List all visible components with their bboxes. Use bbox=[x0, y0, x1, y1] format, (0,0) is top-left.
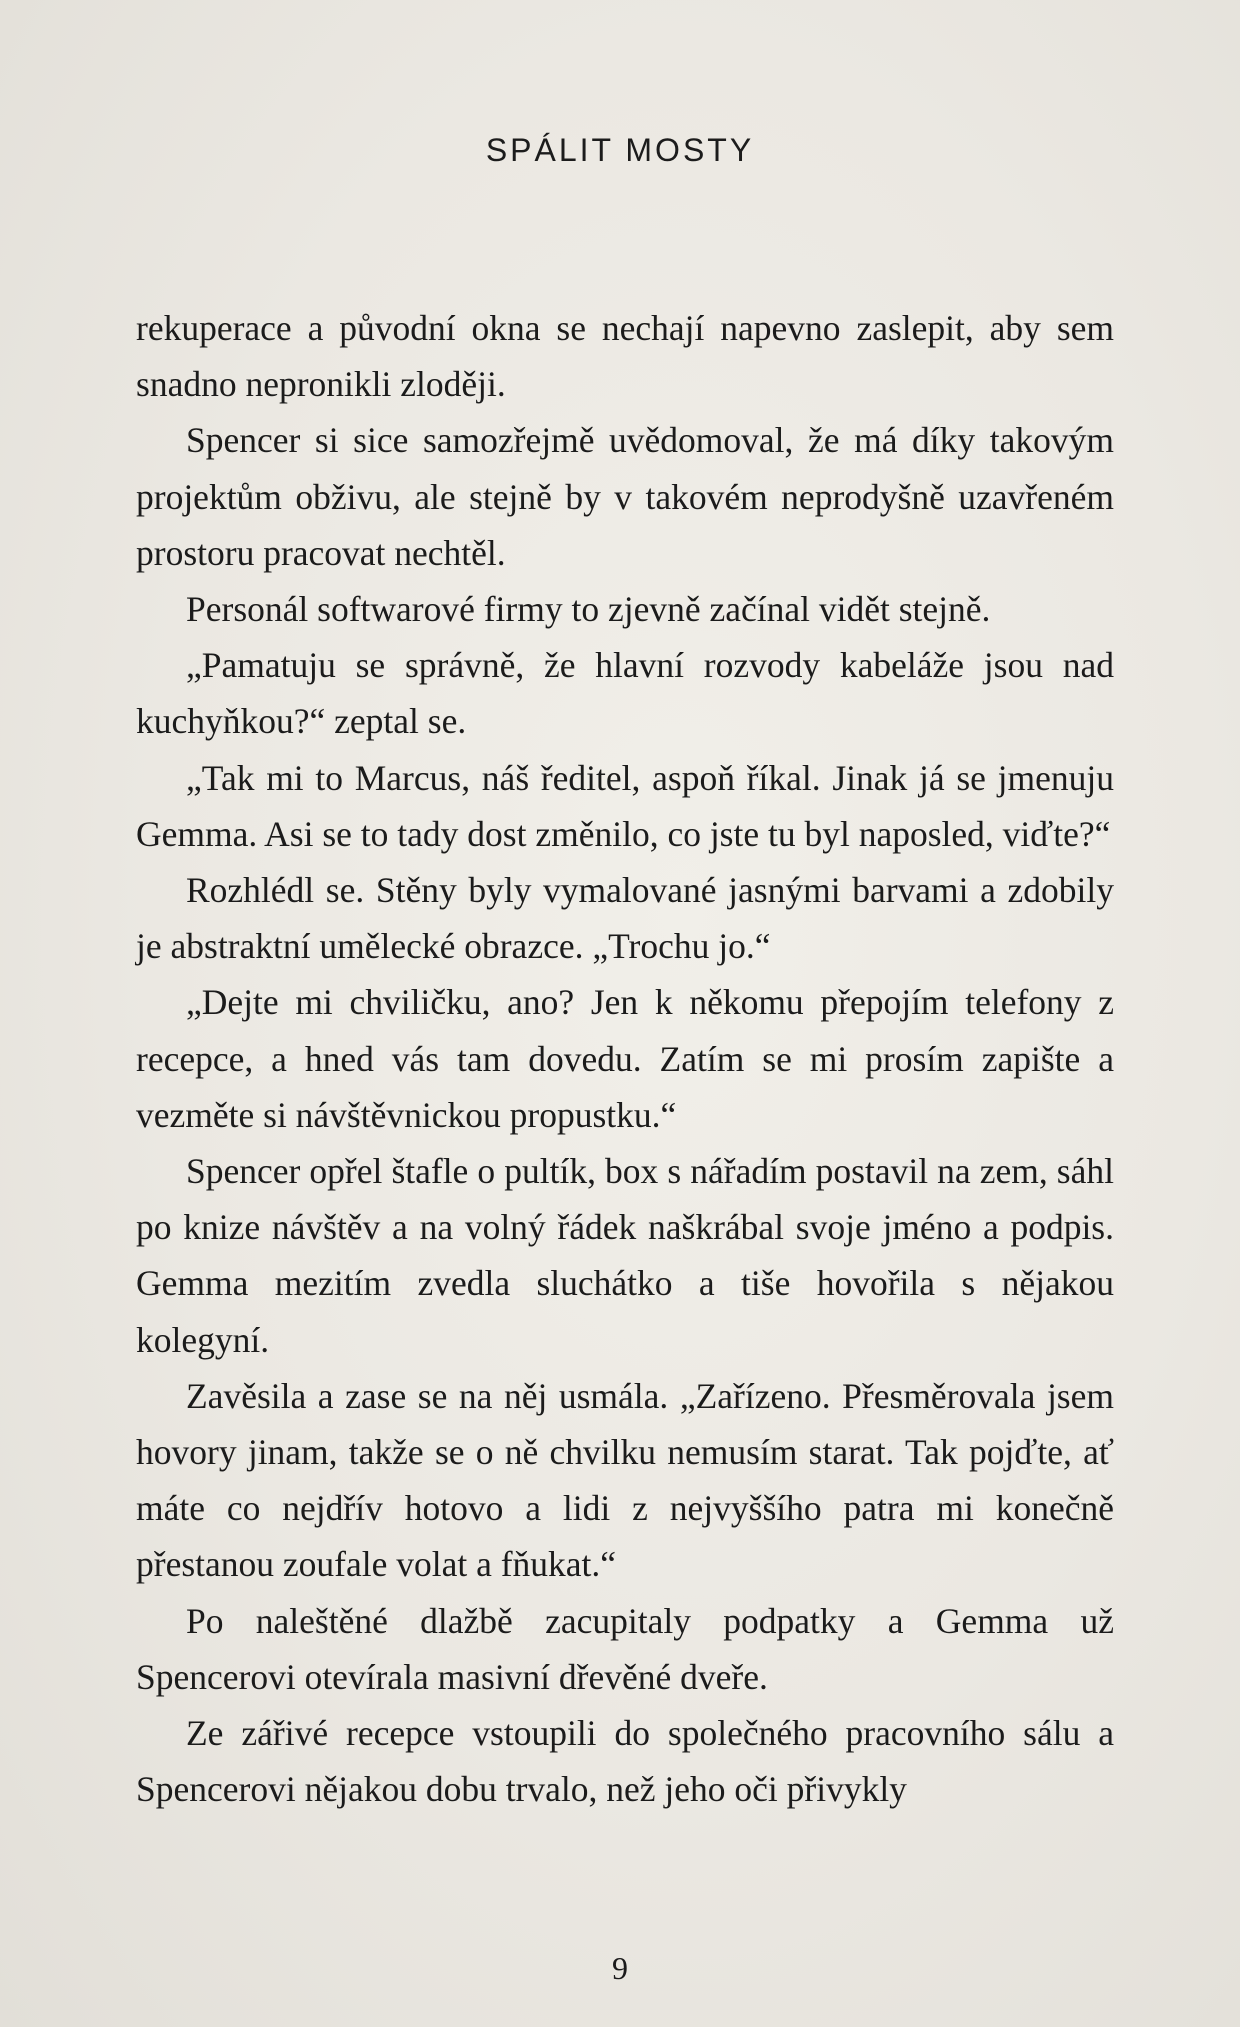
running-header: SPÁLIT MOSTY bbox=[485, 132, 755, 168]
paragraph-10: Po naleštěné dlažbě zacupitaly podpatky a Gemma už Spencerovi otevírala masivní dřevěné dveře. bbox=[136, 1600, 1114, 1697]
paragraph-4: „Pamatuju se správně, že hlavní rozvody kabeláže jsou nad kuchyňkou?“ zeptal se. bbox=[136, 645, 1114, 742]
paragraph-11: Ze zářivé recepce vstoupili do společného pracovního sálu a Spencerovi nějakou dobu trvalo, než jeho oči přivykly bbox=[136, 1713, 1114, 1810]
paragraph-2: Spencer si sice samozřejmě uvědomoval, že má díky takovým projektům obživu, ale stejně by v takovém neprodyšně uzavřeném prostoru pracovat nechtěl. bbox=[136, 420, 1114, 573]
paragraph-9: Zavěsila a zase se na něj usmála. „Zařízeno. Přesměrovala jsem hovory jinam, takže se o ně chvilku nemusím starat. Tak pojďte, ať máte co nejdřív hotovo a lidi z nejvyššího patra mi konečně přestanou zoufale volat a fňukat.“ bbox=[136, 1375, 1114, 1585]
paragraph-3: Personál softwarové firmy to zjevně začínal vidět stejně. bbox=[186, 589, 991, 630]
paragraph-8: Spencer opřel štafle o pultík, box s nářadím postavil na zem, sáhl po knize návštěv a na volný řádek naškrábal svoje jméno a podpis. Gemma mezitím zvedla sluchátko a tiše hovořila s nějakou kolegyní. bbox=[136, 1151, 1114, 1360]
paragraph-5: „Tak mi to Marcus, náš ředitel, aspoň říkal. Jinak já se jmenuju Gemma. Asi se to tady dost změnilo, co jste tu byl naposled, viďte?“ bbox=[136, 757, 1114, 854]
body-text bbox=[136, 300, 1114, 1817]
paragraph-1: rekuperace a původní okna se nechají napevno zaslepit, aby sem snadno nepronikli zloději. bbox=[136, 308, 1114, 405]
paragraph-6: Rozhlédl se. Stěny byly vymalované jasnými barvami a zdobily je abstraktní umělecké obrazce. „Trochu jo.“ bbox=[136, 870, 1114, 967]
paragraph-7: „Dejte mi chviličku, ano? Jen k někomu přepojím telefony z recepce, a hned vás tam dovedu. Zatím se mi prosím zapište a vezměte si návštěvnickou propustku.“ bbox=[136, 982, 1114, 1135]
page-number: 9 bbox=[612, 1950, 628, 1986]
